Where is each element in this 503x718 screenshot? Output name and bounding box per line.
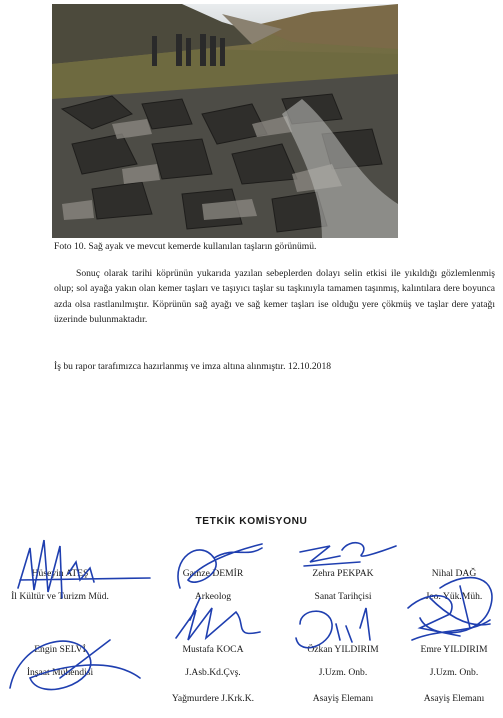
member-5 xyxy=(0,644,130,679)
member-1 xyxy=(0,568,130,603)
member-title: Arkeolog xyxy=(194,591,232,602)
member-title: J.Uzm. Onb. xyxy=(429,667,479,678)
signature-3 xyxy=(300,543,396,566)
member-title: J.Asb.Kd.Çvş. xyxy=(185,667,241,678)
member-name: Özkan YILDIRIM xyxy=(307,644,379,655)
report-statement: İş bu rapor tarafımızca hazırlanmış ve imza altına alınmıştır. 12.10.2018 xyxy=(54,361,332,372)
photo-caption: Foto 10. Sağ ayak ve mevcut kemerde kullanılan taşların görünümü. xyxy=(54,241,317,252)
member-name: Engin SELVİ xyxy=(34,644,86,655)
member-name: Mustafa KOCA xyxy=(182,644,244,655)
member-unit: Yağmurdere J.Krk.K. xyxy=(171,693,255,704)
member-name: Gamze DEMİR xyxy=(182,568,244,579)
signature-6 xyxy=(176,608,260,640)
member-name: Hüseyin ATEŞ xyxy=(31,568,89,579)
member-name: Zehra PEKPAK xyxy=(312,568,374,579)
member-name: Emre YILDIRIM xyxy=(420,644,488,655)
member-title: Sanat Tarihçisi xyxy=(314,591,372,602)
report-photo xyxy=(52,4,398,238)
member-4 xyxy=(384,568,503,603)
member-title: İl Kültür ve Turizm Müd. xyxy=(11,591,109,602)
member-title: Jeo. Yük.Müh. xyxy=(425,591,483,602)
member-unit: Asayiş Elemanı xyxy=(312,693,374,704)
member-2 xyxy=(143,568,283,603)
member-8 xyxy=(384,644,503,705)
member-title: J.Uzm. Onb. xyxy=(318,667,368,678)
member-title: İnşaat Mühendisi xyxy=(26,667,94,678)
conclusion-paragraph: Sonuç olarak tarihi köprünün yukarıda yazılan sebeplerden dolayı selin etkisi ile yıkıldığı gözlemlenmiş olup; sol ayağa yakın olan kemer taşları ve taşıyıcı taşlar su taşkınıyla tamamen taşınmış, kalıntılara dere boyunca azda olsa rastlanılmıştır. Köprünün sağ ayağı ve sağ kemer taşları ise olduğu yere çökmüş ve taşlar dere yatağı üzerinde bulunmaktadır. xyxy=(54,268,495,325)
signature-7 xyxy=(296,608,370,648)
member-unit: Asayiş Elemanı xyxy=(423,693,485,704)
member-name: Nihal DAĞ xyxy=(431,568,477,579)
member-6 xyxy=(143,644,283,705)
stream-bed-photo-icon xyxy=(52,4,398,238)
committee-title: TETKİK KOMİSYONU xyxy=(195,516,308,527)
